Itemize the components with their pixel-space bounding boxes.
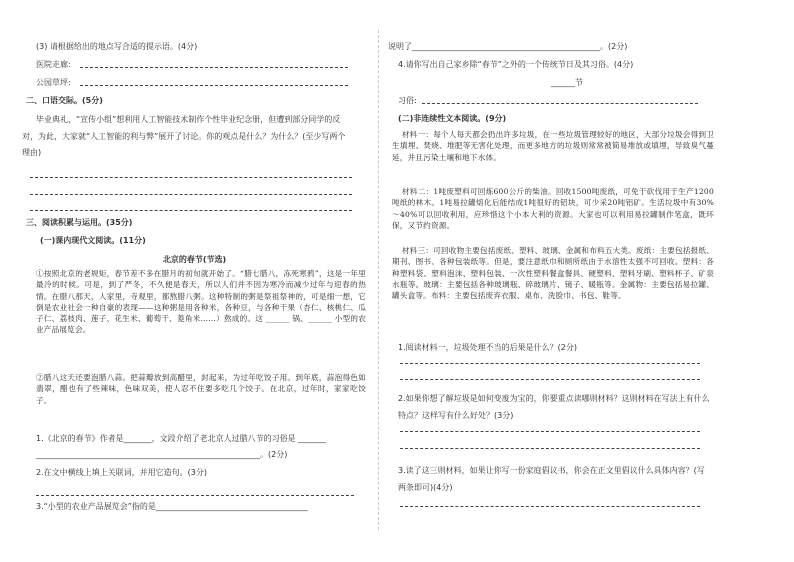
reading-question-3-line-2: 两条即可)(4分) (398, 483, 453, 492)
hospital-label: 医院走廊: (36, 60, 71, 69)
passage-paragraph-2: ②腊八这天还要泡腊八蒜。把蒜瓣放到高醋里，封起来，为过年吃饺子用。到年底，蒜泡得色如翡翠，醋也有了些辣味，色味双美，使人忍不住要多吃几个饺子。在北京，过年时，家家吃饺子。 (36, 373, 366, 405)
reading-1-title: (一)课内现代文阅读。(11分) (40, 236, 146, 245)
reading-question-2-line-1: 2.如果你想了解垃圾是如何变废为宝的，你要重点读哪则材料？这则材料在写法上有什么 (398, 394, 710, 403)
question-1-score: ________________________________________________________。(2分) (36, 450, 288, 459)
material-1: 材料一：每个人每天都会扔出许多垃圾，在一些垃圾管理较好的地区，大部分垃圾会得到卫生填埋、焚烧、堆肥等无害化处理，而更多地方的垃圾则常常被简易堆放或填埋，导致臭气蔓延，并且污染土壤和地下水体。 (392, 130, 714, 162)
section-2-title: 二、口语交际。(5分) (26, 96, 103, 105)
reading-question-3-line-1: 3.读了这三则材料，如果让你写一份家庭倡议书，你会在正文里倡议什么具体内容？(写 (398, 466, 705, 475)
reading-question-2-line-2: 特点？这样写有什么好处？(3分) (398, 411, 514, 420)
section-2-text-1: 毕业典礼，“宣传小组”想利用人工智能技术制作个性毕业纪念册，但遭到部分同学的反 (36, 115, 341, 124)
material-3: 材料三：可回收物主要包括废纸、塑料、玻璃、金属和布料五大类。废纸：主要包括报纸、期刊、图书、各种包装纸等。但是，要注意纸巾和厕所纸由于水溶性太强不可回收。塑料：各种塑料袋、塑料泡沫、塑料包装、一次性塑料餐盒餐具、硬塑料、塑料牙刷、塑料杯子、矿泉水瓶等。玻璃：主要包括各种玻璃瓶、碎玻璃片、镜子、暖瓶等。金属物：主要包括易拉罐、罐头盒等。布料：主要包括废弃衣服、桌布、洗脸巾、书包、鞋等。 (392, 246, 714, 301)
answer-line[interactable] (30, 177, 352, 178)
answer-line[interactable] (36, 495, 354, 496)
park-answer-line[interactable] (80, 85, 348, 86)
festival-blank[interactable]: ______节 (551, 78, 583, 87)
answer-line[interactable] (400, 431, 700, 432)
custom-label: 习俗: (398, 96, 417, 105)
answer-line[interactable] (400, 506, 700, 507)
park-label: 公园草坪: (36, 78, 71, 87)
column-divider (378, 30, 379, 530)
answer-line[interactable] (30, 210, 352, 211)
question-1: 1.《北京的春节》作者是_______，文段介绍了老北京人过腊八节的习俗是 _______ (36, 434, 327, 443)
answer-line[interactable] (30, 194, 352, 195)
hospital-answer-line[interactable] (80, 67, 348, 68)
answer-line[interactable] (400, 363, 700, 364)
material-2: 材料二：1吨废塑料可回炼600公斤的柴油。回收1500吨废纸，可免于砍伐用于生产1200吨纸的林木。1吨易拉罐熔化后能结成1吨很好的铝块，可少采20吨铝矿。生活垃圾中有30%～40%可以回收利用，应珍惜这个小本大利的资源。大家也可以利用易拉罐制作笔盒，既环保，又节约资源。 (392, 187, 714, 230)
section-2-text-3: 理由) (22, 148, 42, 157)
question-3: 3.“小型的农业产品展览会”指的是______________________________________ (36, 502, 308, 511)
reading-question-1: 1.阅读材料一，垃圾处理不当的后果是什么？(2分) (398, 343, 577, 352)
section-3-title: 三、阅读积累与运用。(35分) (26, 218, 133, 227)
q3-prompt: (3) 请根据给出的地点写合适的提示语。(4分) (36, 42, 198, 51)
reading-2-title: (二)非连续性文本阅读。(9分) (398, 114, 507, 123)
answer-line[interactable] (400, 379, 700, 380)
passage-title: 北京的春节(节选) (162, 255, 227, 264)
passage-paragraph-1: ①按照北京的老规矩，春节差不多在腊月的初旬就开始了。“腊七腊八，冻死寒鸦”，这是一年里最冷的时候。可是，到了严冬，不久便是春天，所以人们并不因为寒冷而减少过年与迎春的热情。在腊八那天，人家里，寺观里，都熬腊八粥。这种特制的粥是祭祖祭神的，可是细一想，它倒是农业社会一种自豪的表现——这种粥是用各种米，各种豆，与各种干果（杏仁、核桃仁、瓜子仁、荔枝肉、莲子、花生米、葡萄干、菱角米……）熬成的。这 ______ 锅、______ 小型的农业产品展览会。 (36, 269, 366, 335)
section-2-text-2: 对，为此，大家就“人工智能的利与弊”展开了讨论。你的观点是什么？为什么？(至少写两个 (22, 132, 346, 141)
custom-answer-line[interactable] (422, 103, 698, 104)
question-2: 2.在文中横线上填上关联词，并用它造句。(3分) (36, 468, 207, 477)
continued-answer-line: 说明了_______________________________________________。(2分) (388, 42, 628, 51)
question-4: 4.请你写出自己家乡除“春节”之外的一个传统节日及其习俗。(4分) (398, 60, 634, 69)
answer-line[interactable] (400, 448, 700, 449)
